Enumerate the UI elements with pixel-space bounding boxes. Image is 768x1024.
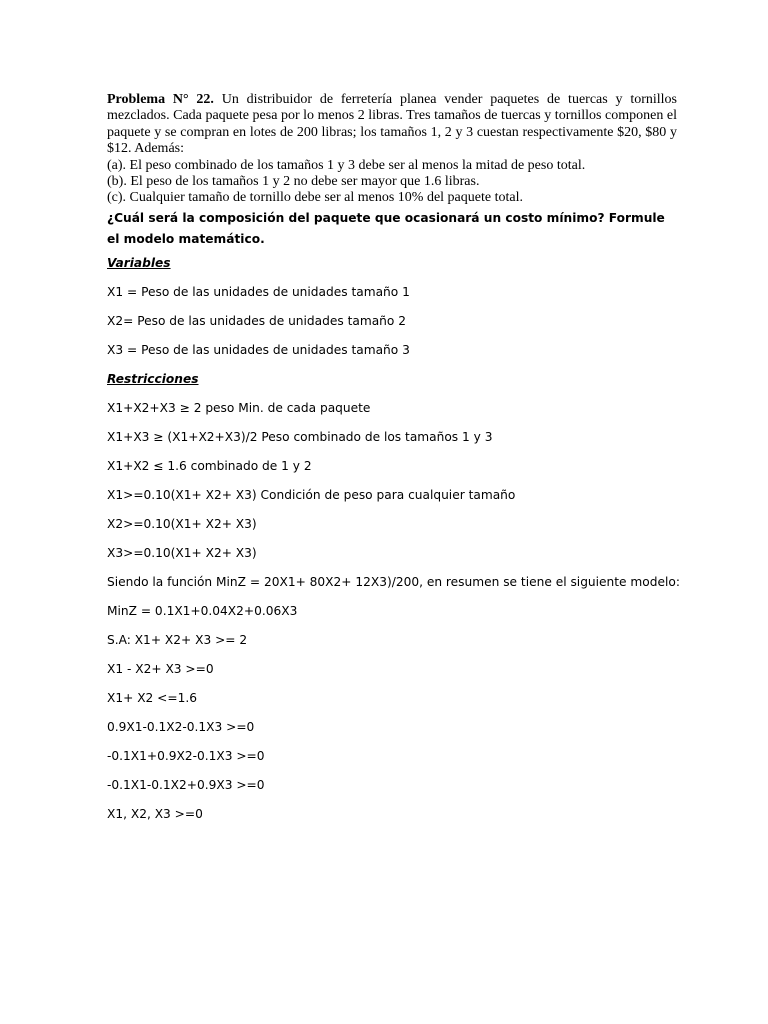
restriction-3: X1+X2 ≤ 1.6 combinado de 1 y 2 xyxy=(107,459,312,473)
objective-function: MinZ = 0.1X1+0.04X2+0.06X3 xyxy=(107,604,298,618)
restriction-5: X2>=0.10(X1+ X2+ X3) xyxy=(107,517,257,531)
model-summary: Siendo la función MinZ = 20X1+ 80X2+ 12X3)/200, en resumen se tiene el siguiente modelo: xyxy=(107,575,680,589)
model-constraint-7: X1, X2, X3 >=0 xyxy=(107,807,203,821)
model-constraint-6: -0.1X1-0.1X2+0.9X3 >=0 xyxy=(107,778,265,792)
condition-c: (c). Cualquier tamaño de tornillo debe ser al menos 10% del paquete total. xyxy=(107,190,523,206)
model-constraint-4: 0.9X1-0.1X2-0.1X3 >=0 xyxy=(107,720,255,734)
problem-intro xyxy=(107,92,677,158)
problem-intro-text: Un distribuidor de ferretería planea vender paquetes de tuercas y tornillos mezclados. Cada paquete pesa por lo menos 2 libras. Tres tamaños de tuercas y tornillos componen el paquete y se compran en lotes de 200 libras; los tamaños 1, 2 y 3 cuestan respectivamente $20, $80 y $12. Además: xyxy=(107,92,677,157)
problem-statement xyxy=(107,92,677,250)
restriction-4: X1>=0.10(X1+ X2+ X3) Condición de peso para cualquier tamaño xyxy=(107,488,516,502)
variables-heading: Variables xyxy=(107,256,171,270)
variable-x3: X3 = Peso de las unidades de unidades tamaño 3 xyxy=(107,343,410,357)
model-constraint-1: S.A: X1+ X2+ X3 >= 2 xyxy=(107,633,248,647)
restrictions-heading: Restricciones xyxy=(107,372,199,386)
variable-x2: X2= Peso de las unidades de unidades tamaño 2 xyxy=(107,314,406,328)
condition-b: (b). El peso de los tamaños 1 y 2 no debe ser mayor que 1.6 libras. xyxy=(107,174,480,190)
model-constraint-2: X1 - X2+ X3 >=0 xyxy=(107,662,214,676)
condition-a: (a). El peso combinado de los tamaños 1 y 3 debe ser al menos la mitad de peso total. xyxy=(107,157,586,173)
restriction-6: X3>=0.10(X1+ X2+ X3) xyxy=(107,546,257,560)
model-constraint-3: X1+ X2 <=1.6 xyxy=(107,691,197,705)
problem-number: Problema N° 22. xyxy=(107,92,214,107)
model-constraint-5: -0.1X1+0.9X2-0.1X3 >=0 xyxy=(107,749,265,763)
problem-question: ¿Cuál será la composición del paquete que ocasionará un costo mínimo? Formule el modelo matemático. xyxy=(107,210,665,246)
variable-x1: X1 = Peso de las unidades de unidades tamaño 1 xyxy=(107,285,410,299)
restriction-1: X1+X2+X3 ≥ 2 peso Min. de cada paquete xyxy=(107,401,371,415)
restriction-2: X1+X3 ≥ (X1+X2+X3)/2 Peso combinado de los tamaños 1 y 3 xyxy=(107,430,493,444)
